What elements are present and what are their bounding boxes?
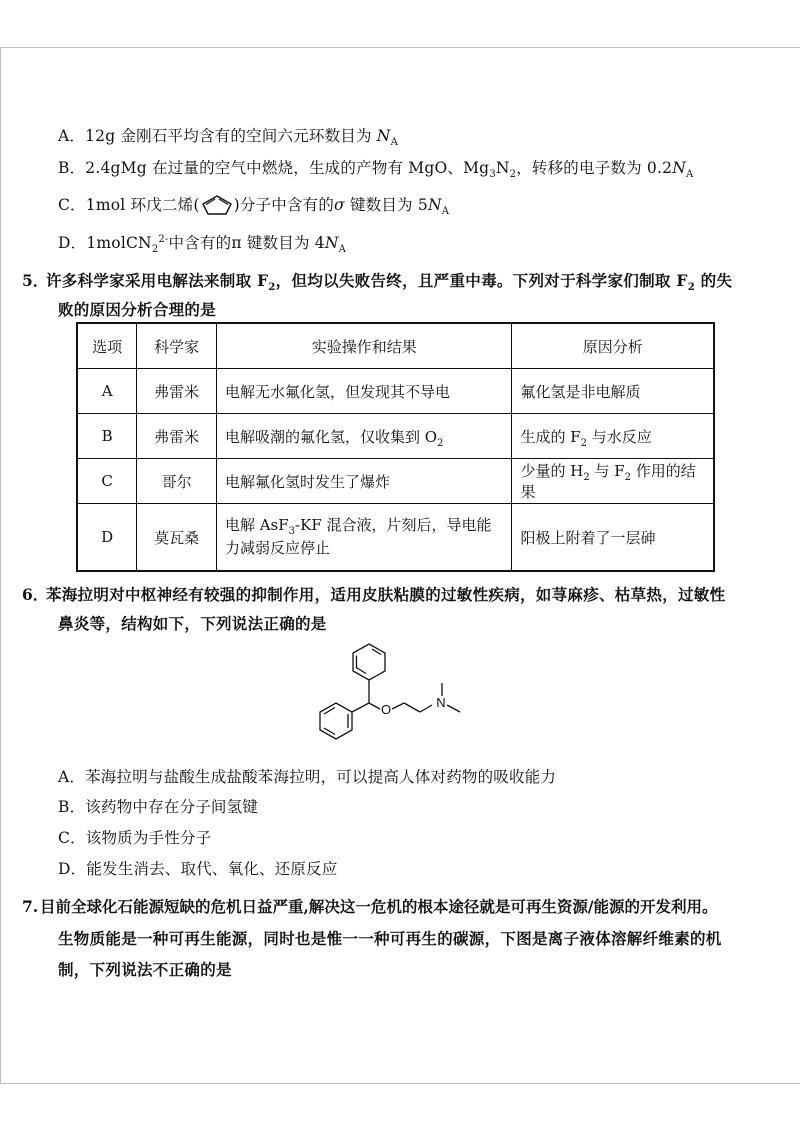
- header-reason: 原因分析: [512, 323, 714, 369]
- q5-stem-line2: 败的原因分析合理的是: [58, 300, 217, 319]
- q7-stem-line3: 制，下列说法不正确的是: [58, 960, 232, 979]
- row-reason: 生成的 $F_2$ 与水反应: [512, 414, 714, 459]
- nitrogen-atom-label: N: [436, 695, 446, 710]
- cyclopentadiene-ring-icon: [200, 194, 234, 216]
- q7-stem-line2: 生物质能是一种可再生能源，同时也是惟一一种可再生的碳源，下图是离子液体溶解纤维素的机: [58, 929, 722, 948]
- q6-option-b: B．该药物中存在分子间氢键: [58, 798, 258, 816]
- table-row: [77, 414, 714, 459]
- q7-number: 7.: [22, 897, 39, 916]
- q4-option-b: B．2.4gMg 在过量的空气中燃烧，生成的产物有 MgO、$Mg_3N_2$，转移的电子数为 $0.2N_A$: [58, 159, 694, 181]
- page-border-left: [0, 47, 1, 1083]
- q6-option-a: A．苯海拉明与盐酸生成盐酸苯海拉明，可以提高人体对药物的吸收能力: [58, 768, 557, 786]
- q5-experiment-table: [76, 322, 715, 572]
- q4-option-c-prefix: C．1mol 环戊二烯(: [58, 196, 200, 214]
- q6-option-c: C．该物质为手性分子: [58, 829, 212, 847]
- table-row: [77, 369, 714, 414]
- page-border-bottom: [0, 1083, 800, 1084]
- row-reason: 阳极上附着了一层砷: [512, 504, 714, 572]
- page-border-top: [0, 47, 800, 48]
- row-option: B: [77, 414, 137, 459]
- row-reason: 氟化氢是非电解质: [512, 369, 714, 414]
- q6-stem-line2: 鼻炎等，结构如下，下列说法正确的是: [58, 614, 327, 633]
- row-operation: 电解 AsF$_3$-KF 混合液，片刻后，导电能力减弱反应停止: [216, 504, 512, 572]
- q7-stem-line1: 目前全球化石能源短缺的危机日益严重,解决这一危机的根本途径就是可再生资源/能源的开发利用。: [40, 897, 718, 916]
- diphenhydramine-structure: [300, 640, 480, 755]
- header-scientist: 科学家: [137, 323, 217, 369]
- oxygen-atom-label: O: [380, 702, 392, 717]
- q4-option-a: A．12g 金刚石平均含有的空间六元环数目为 $N_A$: [58, 127, 398, 149]
- q5-number: 5．: [22, 271, 49, 290]
- q6-stem-line1: 苯海拉明对中枢神经有较强的抑制作用，适用皮肤粘膜的过敏性疾病，如荨麻疹、枯草热，过敏性: [46, 585, 726, 604]
- row-operation: 电解氟化氢时发生了爆炸: [216, 459, 512, 504]
- row-option: A: [77, 369, 137, 414]
- row-scientist: 弗雷米: [137, 369, 217, 414]
- row-operation: 电解无水氟化氢，但发现其不导电: [216, 369, 512, 414]
- q4-option-c: [58, 194, 449, 216]
- header-option: 选项: [77, 323, 137, 369]
- table-row: [77, 459, 714, 504]
- row-scientist: 哥尔: [137, 459, 217, 504]
- q5-stem-line1: 许多科学家采用电解法来制取 $F_2$，但均以失败告终，且严重中毒。下列对于科学家们制取 $F_2$ 的失: [46, 271, 733, 294]
- row-option: C: [77, 459, 137, 504]
- row-option: D: [77, 504, 137, 572]
- row-reason: 少量的 $H_2$ 与 $F_2$ 作用的结果: [512, 459, 714, 504]
- q6-option-d: D．能发生消去、取代、氧化、还原反应: [58, 860, 338, 878]
- row-operation: 电解吸潮的氟化氢，仅收集到 $O_2$: [216, 414, 512, 459]
- row-scientist: 莫瓦桑: [137, 504, 217, 572]
- header-operation: 实验操作和结果: [216, 323, 512, 369]
- table-row: [77, 504, 714, 572]
- table-header-row: [77, 323, 714, 369]
- q6-number: 6．: [22, 585, 49, 604]
- q4-option-d: D．1molCN$_2^{2-}$中含有的π 键数目为 $4N_A$: [58, 233, 347, 256]
- q4-option-c-suffix: )分子中含有的σ 键数目为 $5N_A$: [233, 196, 450, 218]
- row-scientist: 弗雷米: [137, 414, 217, 459]
